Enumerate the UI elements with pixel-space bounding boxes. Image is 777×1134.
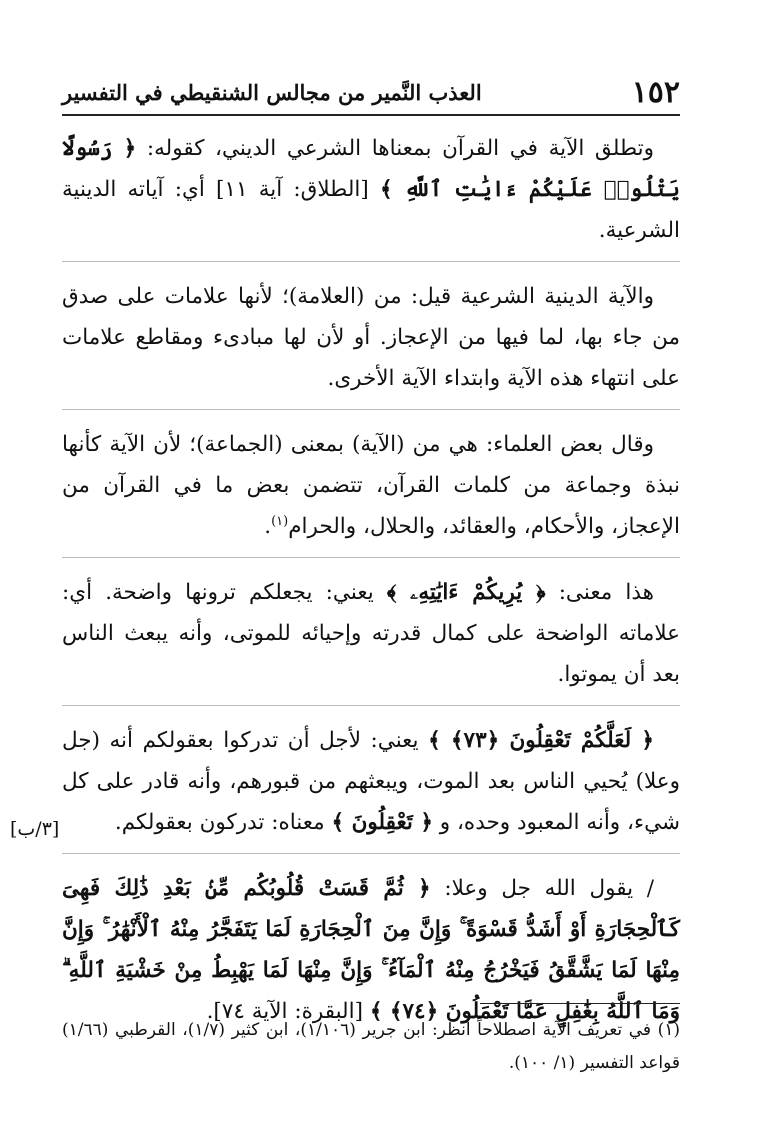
quran-quote-taqilun: ﴿ تَعْقِلُونَ ﴾ — [331, 810, 433, 835]
paragraph-5-text-a: يعني: لأجل أن تدركوا بعقولكم أنه (جل وعلا) يُحيي الناس بعد الموت، ويبعثهم من قبورهم، وأنه قادر على كل شيء، وأنه المعبود وحده، و — [62, 728, 680, 835]
paragraph-6 — [62, 868, 680, 1032]
paragraph-1 — [62, 128, 680, 251]
quran-quote-laallakum: ﴿ لَعَلَّكُمْ تَعْقِلُونَ ﴿٧٣﴾ ﴾ — [428, 728, 654, 753]
paragraph-4-text-a: هذا معنى: — [545, 580, 654, 605]
footnotes — [62, 1014, 680, 1080]
quran-quote-yurikum: ﴿ يُرِيكُمْ ءَايَٰتِهِۦ ﴾ — [386, 580, 546, 605]
footnote-ref-1[interactable]: (١) — [271, 513, 289, 529]
paragraph-3 — [62, 424, 680, 547]
paragraph-separator — [62, 853, 680, 854]
paragraph-5-text-b: معناه: تدركون بعقولكم. — [114, 810, 332, 835]
quran-quote-baqarah-74: ﴿ ثُمَّ قَسَتْ قُلُوبُكُم مِّنۢ بَعْدِ ذَٰلِكَ فَهِىَ كَٱلْحِجَارَةِ أَوْ أَشَدُّ قَسْوَةً ۚ وَإِنَّ مِنَ ٱلْحِجَارَةِ لَمَا يَتَفَجَّرُ مِنْهُ ٱلْأَنْهَٰرُ ۚ وَإِنَّ مِنْهَا لَمَا يَشَّقَّقُ فَيَخْرُجُ مِنْهُ ٱلْمَآءُ ۚ وَإِنَّ مِنْهَا لَمَا يَهْبِطُ مِنْ خَشْيَةِ ٱللَّهِ ۗ وَمَا ٱللَّهُ بِغَٰفِلٍ عَمَّا تَعْمَلُونَ ﴿٧٤﴾ ﴾ — [62, 876, 680, 1024]
paragraph-2 — [62, 276, 680, 399]
paragraph-1-text-a: وتطلق الآية في القرآن بمعناها الشرعي الديني، كقوله: — [136, 136, 654, 161]
paragraph-1-text-b: [الطلاق: آية ١١] أي: آياته الدينية الشرعية. — [62, 177, 680, 243]
paragraph-2-text: والآية الدينية الشرعية قيل: من (العلامة)؛ لأنها علامات على صدق من جاء بها، لما فيها من الإعجاز. أو لأن لها مبادىء ومقاطع علامات على انتهاء هذه الآية وابتداء الآية الأخرى. — [62, 284, 680, 391]
paragraph-5 — [62, 720, 680, 843]
header-rule — [62, 114, 680, 116]
paragraph-3-text: وقال بعض العلماء: هي من (الآية) بمعنى (الجماعة)؛ لأن الآية كأنها نبذة وجماعة من كلمات القرآن، تتضمن بعض ما في القرآن من الإعجاز، والأحكام، والعقائد، والحلال، والحرام — [62, 432, 680, 539]
paragraph-3-end: . — [264, 514, 272, 539]
page-header — [62, 72, 680, 112]
paragraph-4 — [62, 572, 680, 695]
page-number: ١٥٢ — [631, 74, 680, 110]
paragraph-separator — [62, 261, 680, 262]
margin-folio-note: [٣/ب] — [10, 818, 60, 840]
paragraph-separator — [62, 409, 680, 410]
footnote-1: (١) في تعريف الآية اصطلاحاً انظر: ابن جرير (١/١٠٦)، ابن كثير (١/٧)، القرطبي (١/٦٦) قواعد التفسير (١/ ١٠٠). — [62, 1020, 680, 1073]
paragraph-6-text-b: [البقرة: الآية ٧٤]. — [206, 999, 370, 1024]
footnote-rule — [480, 1003, 680, 1004]
paragraph-separator — [62, 557, 680, 558]
paragraph-4-text-b: يعني: يجعلكم ترونها واضحة. أي: علاماته الواضحة على كمال قدرته وإحيائه للموتى، وأنه يبعث الناس بعد أن يموتوا. — [62, 580, 680, 687]
quran-quote-talaq-11: ﴿ رَسُولًا يَتْلُوا۟ عَلَيْكُمْ ءَايَٰتِ ٱللَّهِ ﴾ — [62, 136, 680, 202]
paragraph-separator — [62, 705, 680, 706]
paragraph-6-text-a: / يقول الله جل وعلا: — [430, 876, 654, 901]
running-title: العذب النَّمير من مجالس الشنقيطي في التفسير — [62, 79, 482, 105]
main-text — [62, 128, 680, 1042]
